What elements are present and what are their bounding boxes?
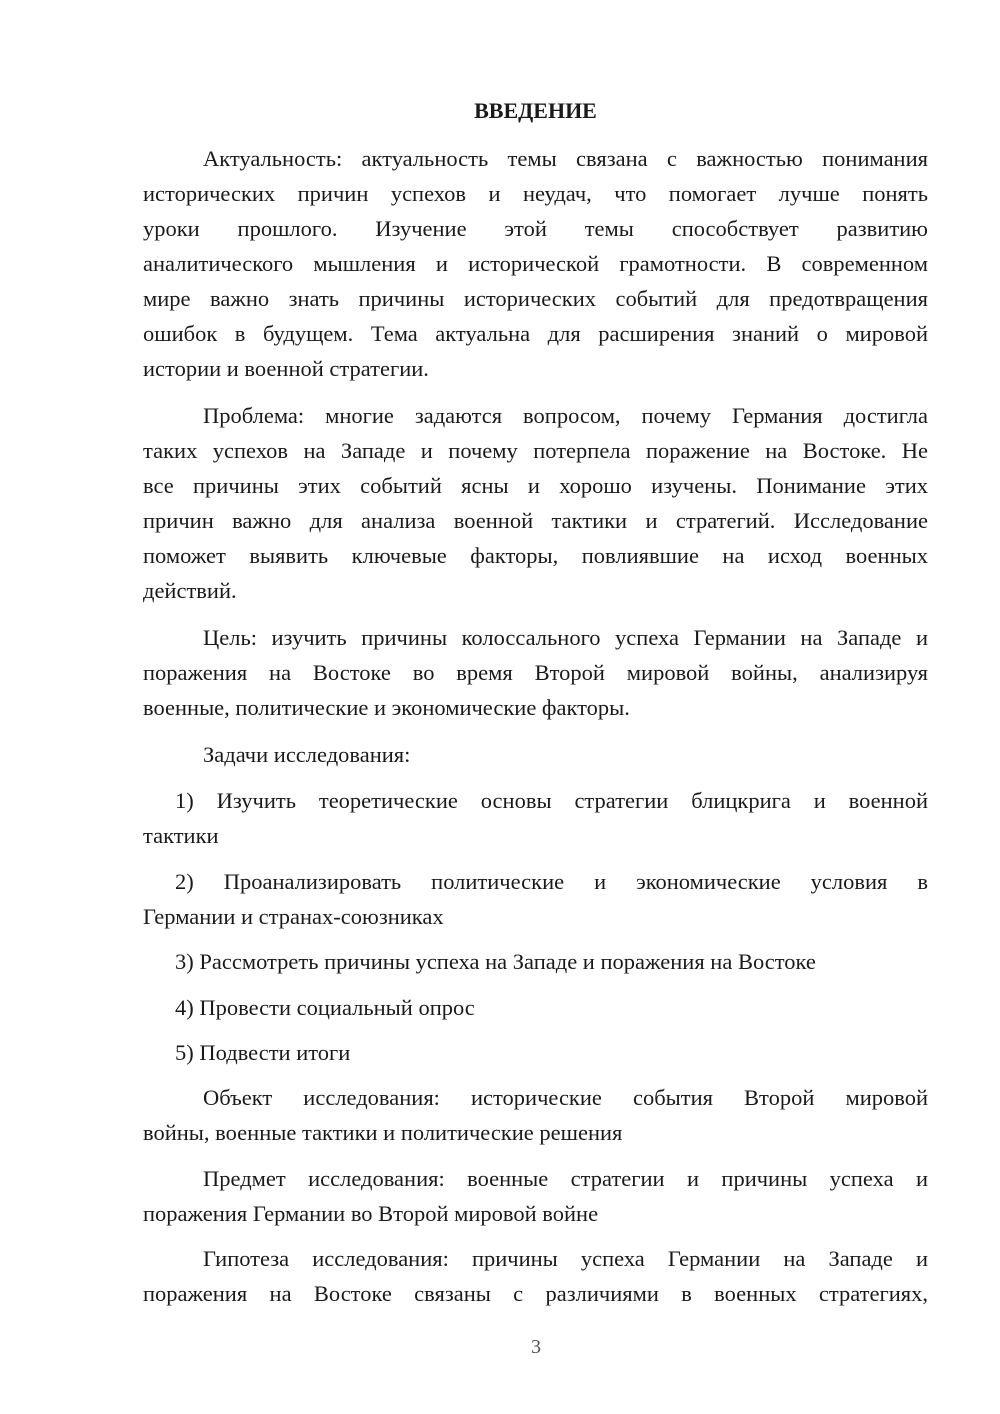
goal-paragraph — [143, 620, 928, 725]
goal-line: Цель: изучить причины колоссального успеха Германии на Западе и — [203, 625, 928, 650]
task-item: 3) Рассмотреть причины успеха на Западе и поражения на Востоке — [175, 949, 816, 974]
relevance-paragraph — [143, 141, 928, 386]
goal-line: военные, политические и экономические факторы. — [143, 695, 630, 720]
task-item: 1) Изучить теоретические основы стратегии блицкрига и военной тактики — [143, 788, 928, 848]
hypothesis-paragraph: Гипотеза исследования: причины успеха Германии на Западе и поражения на Востоке связаны с различиями в военных стратегиях, — [143, 1246, 928, 1306]
relevance-line: исторических причин успехов и неудач, что помогает лучше понять — [143, 181, 928, 206]
section-title: ВВЕДЕНИЕ — [474, 98, 597, 123]
page-number: 3 — [531, 1336, 541, 1358]
object-paragraph: Объект исследования: исторические события Второй мировой войны, военные тактики и политические решения — [143, 1085, 928, 1145]
problem-line: причин важно для анализа военной тактики и стратегий. Исследование — [143, 508, 928, 533]
task-item: 4) Провести социальный опрос — [175, 995, 475, 1020]
relevance-line: уроки прошлого. Изучение этой темы способствует развитию — [143, 216, 928, 241]
tasks-heading: Задачи исследования: — [203, 742, 411, 767]
relevance-line: истории и военной стратегии. — [143, 356, 429, 381]
problem-line: все причины этих событий ясны и хорошо изучены. Понимание этих — [143, 473, 928, 498]
subject-paragraph: Предмет исследования: военные стратегии и причины успеха и поражения Германии во Второй мировой войне — [143, 1166, 928, 1226]
problem-paragraph — [143, 398, 928, 608]
problem-line: таких успехов на Западе и почему потерпела поражение на Востоке. Не — [143, 438, 928, 463]
task-item: 2) Проанализировать политические и экономические условия в Германии и странах-союзниках — [143, 869, 928, 929]
problem-line: поможет выявить ключевые факторы, повлиявшие на исход военных — [143, 543, 928, 568]
task-item: 5) Подвести итоги — [175, 1040, 351, 1065]
problem-line: действий. — [143, 578, 237, 603]
relevance-line: аналитического мышления и исторической грамотности. В современном — [143, 251, 928, 276]
relevance-line: Актуальность: актуальность темы связана с важностью понимания — [203, 146, 928, 171]
relevance-line: мире важно знать причины исторических событий для предотвращения — [143, 286, 928, 311]
relevance-line: ошибок в будущем. Тема актуальна для расширения знаний о мировой — [143, 321, 928, 346]
problem-line: Проблема: многие задаются вопросом, почему Германия достигла — [203, 403, 928, 428]
goal-line: поражения на Востоке во время Второй мировой войны, анализируя — [143, 660, 928, 685]
